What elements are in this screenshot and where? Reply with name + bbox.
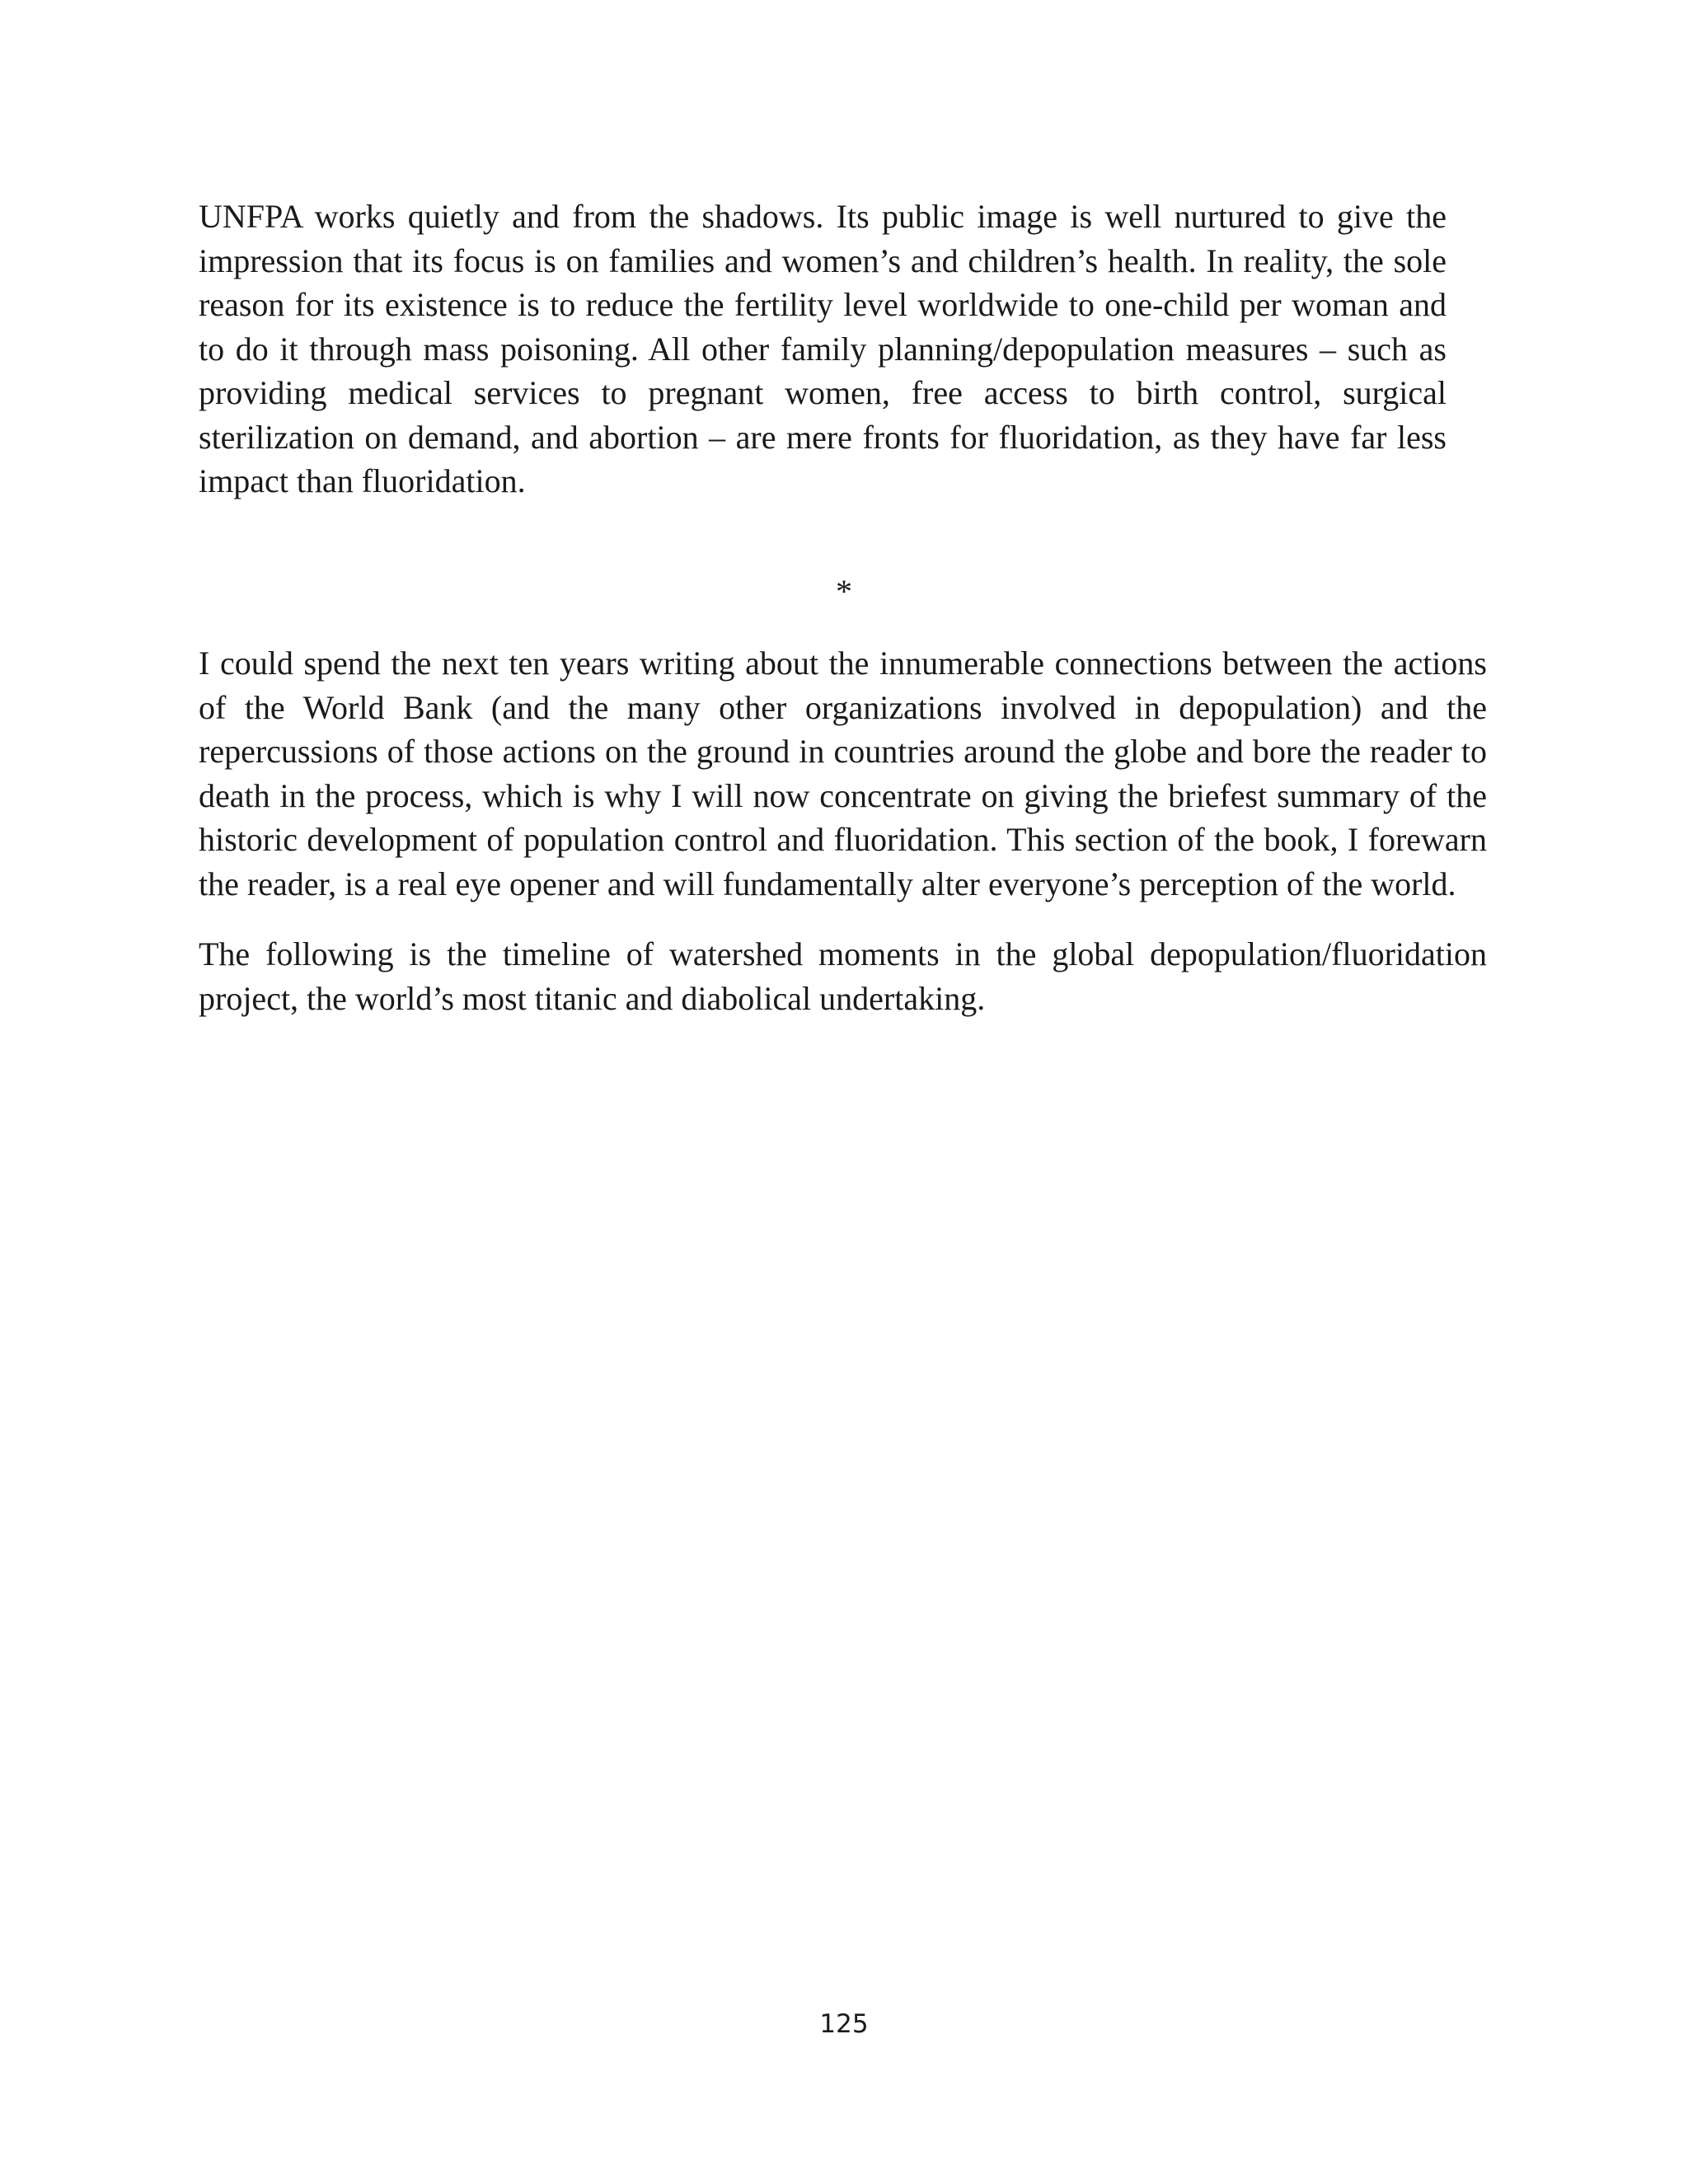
- page-number: 125: [819, 2009, 869, 2039]
- paragraph-timeline-intro: The following is the timeline of watershed moments in the global depopulation/fluoridation project, the world’s most titanic and diabolical undertaking.: [199, 935, 1487, 1017]
- section-separator: *: [836, 573, 852, 610]
- paragraph-unfpa: UNFPA works quietly and from the shadows. Its public image is well nurtured to give the impression that its focus is on families and women’s and children’s health. In reality, the sole reason for its existence is to reduce the fertility level worldwide to one-child per woman and to do it through mass poisoning. All other family planning/depopulation measures – such as providing medical services to pregnant women, free access to birth control, surgical sterilization on demand, and abortion – are mere fronts for fluoridation, as they have far less impact than fluoridation.: [199, 198, 1447, 499]
- paragraph-world-bank: I could spend the next ten years writing about the innumerable connections between the actions of the World Bank (and the many other organizations involved in depopulation) and the repercussions of those actions on the ground in countries around the globe and bore the reader to death in the process, which is why I will now concentrate on giving the briefest summary of the historic development of population control and fluoridation. This section of the book, I forewarn the reader, is a real eye opener and will fundamentally alter everyone’s perception of the world.: [199, 644, 1487, 902]
